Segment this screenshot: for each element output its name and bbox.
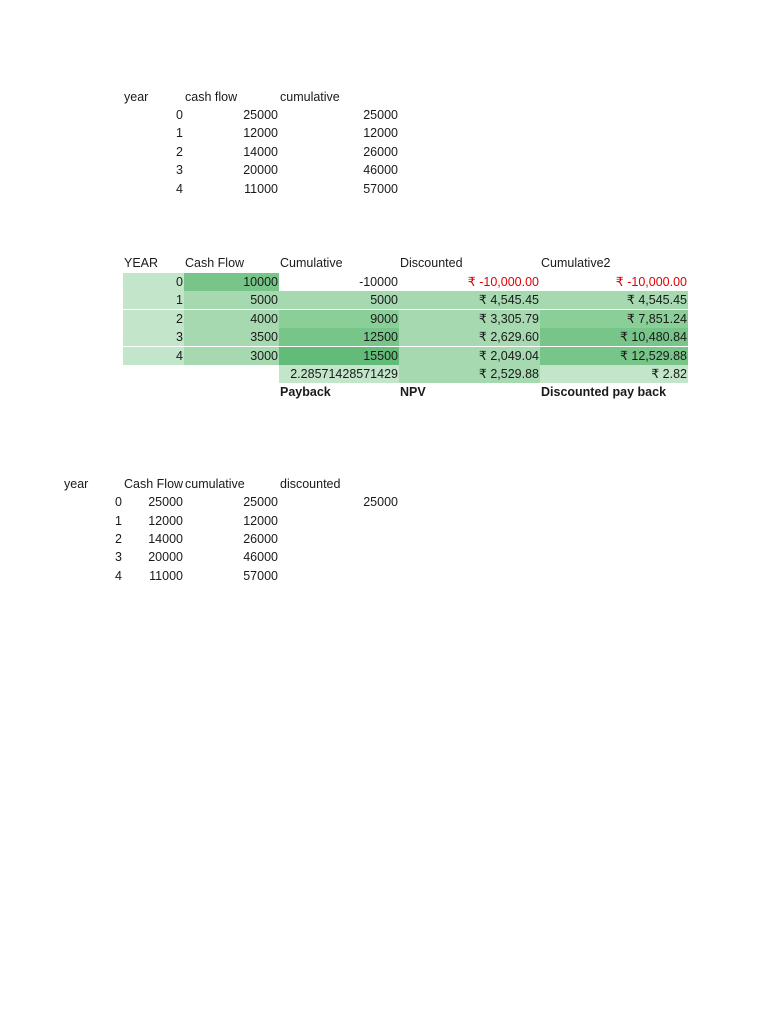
table3-cell-cumulative[interactable]: 46000 (243, 550, 278, 564)
npv-label[interactable]: NPV (400, 385, 426, 399)
table3-header-discounted[interactable]: discounted (280, 477, 341, 491)
table3-header-year[interactable]: year (64, 477, 89, 491)
table1-cell-cumulative[interactable]: 12000 (363, 126, 398, 140)
table2-cell-cumulative2[interactable]: ₹ 12,529.88 (540, 347, 688, 365)
table1-header-year[interactable]: year (124, 90, 149, 104)
table2-cell-cash-flow[interactable]: 3000 (184, 347, 279, 365)
table3-header-cumulative[interactable]: cumulative (185, 477, 245, 491)
payback-label[interactable]: Payback (280, 385, 331, 399)
table2-cell-cumulative[interactable]: 15500 (279, 347, 399, 365)
table3-cell-year[interactable]: 4 (115, 569, 122, 583)
discounted-payback-value[interactable]: ₹ 2.82 (540, 365, 688, 383)
table2-cell-discounted[interactable]: ₹ 2,049.04 (399, 347, 540, 365)
table2-header-discounted[interactable]: Discounted (400, 256, 463, 270)
table2-cell-discounted[interactable]: ₹ -10,000.00 (467, 275, 539, 289)
table1-cell-cumulative[interactable]: 46000 (363, 163, 398, 177)
table3-cell-cumulative[interactable]: 12000 (243, 514, 278, 528)
table1-cell-year[interactable]: 2 (176, 145, 183, 159)
table1-cell-cash-flow[interactable]: 11000 (244, 182, 278, 196)
table3-cell-cumulative[interactable]: 25000 (243, 495, 278, 509)
payback-value[interactable]: 2.28571428571429 (279, 365, 399, 383)
table2-header-year[interactable]: YEAR (124, 256, 159, 270)
table3-cell-cumulative[interactable]: 26000 (243, 532, 278, 546)
table2-cell-discounted[interactable]: ₹ 2,629.60 (399, 328, 540, 346)
table3-cell-year[interactable]: 0 (115, 495, 122, 509)
table2-cell-year[interactable]: 3 (123, 328, 184, 346)
table2-cell-cumulative2[interactable]: ₹ 7,851.24 (540, 310, 688, 328)
table3-cell-discounted[interactable]: 25000 (363, 495, 398, 509)
table2-cell-year[interactable]: 4 (123, 347, 184, 365)
discounted-payback-label[interactable]: Discounted pay back (541, 385, 667, 399)
table1-cell-cumulative[interactable]: 25000 (363, 108, 398, 122)
table3-cell-cash-flow[interactable]: 25000 (148, 495, 183, 509)
table1-cell-cash-flow[interactable]: 20000 (243, 163, 278, 177)
table3-cell-cash-flow[interactable]: 20000 (148, 550, 183, 564)
table2-cell-cumulative2[interactable]: ₹ 10,480.84 (540, 328, 688, 346)
table2-cell-cumulative[interactable]: -10000 (359, 275, 398, 289)
table3-cell-cash-flow[interactable]: 11000 (149, 569, 183, 583)
table1-cell-cash-flow[interactable]: 12000 (243, 126, 278, 140)
table2-cell-cumulative[interactable]: 12500 (279, 328, 399, 346)
table1-cell-cumulative[interactable]: 57000 (363, 182, 398, 196)
table1-cell-year[interactable]: 1 (176, 126, 183, 140)
table1-cell-cash-flow[interactable]: 25000 (243, 108, 278, 122)
table2-cell-cumulative2[interactable]: ₹ -10,000.00 (615, 275, 687, 289)
table1-header-cumulative[interactable]: cumulative (280, 90, 340, 104)
table2-header-cumulative[interactable]: Cumulative (280, 256, 343, 270)
table2-header-cash-flow[interactable]: Cash Flow (185, 256, 245, 270)
table2-cell-cumulative[interactable]: 9000 (279, 310, 399, 328)
table3-header-cash-flow[interactable]: Cash Flow (124, 477, 184, 491)
table2-cell-cash-flow[interactable]: 4000 (184, 310, 279, 328)
table3-cell-year[interactable]: 1 (115, 514, 122, 528)
npv-value[interactable]: ₹ 2,529.88 (399, 365, 540, 383)
table3-cell-cumulative[interactable]: 57000 (243, 569, 278, 583)
table1-cell-year[interactable]: 4 (176, 182, 183, 196)
table3-cell-cash-flow[interactable]: 12000 (148, 514, 183, 528)
table2-cell-discounted[interactable]: ₹ 3,305.79 (399, 310, 540, 328)
table3-cell-year[interactable]: 2 (115, 532, 122, 546)
table2-cell-cash-flow[interactable]: 3500 (184, 328, 279, 346)
table1-cell-year[interactable]: 3 (176, 163, 183, 177)
table3-cell-cash-flow[interactable]: 14000 (148, 532, 183, 546)
table2-cell-cash-flow[interactable]: 10000 (184, 273, 279, 291)
table1-cell-year[interactable]: 0 (176, 108, 183, 122)
table2-cell-cumulative[interactable]: 5000 (279, 291, 399, 309)
table1-cell-cumulative[interactable]: 26000 (363, 145, 398, 159)
table1-header-cash-flow[interactable]: cash flow (185, 90, 238, 104)
table3-cell-year[interactable]: 3 (115, 550, 122, 564)
table2-cell-cash-flow[interactable]: 5000 (184, 291, 279, 309)
table2-cell-year[interactable]: 2 (123, 310, 184, 328)
table2-cell-year[interactable]: 1 (123, 291, 184, 309)
table2-cell-cumulative2[interactable]: ₹ 4,545.45 (540, 291, 688, 309)
table2-header-cumulative2[interactable]: Cumulative2 (541, 256, 611, 270)
table1-cell-cash-flow[interactable]: 14000 (243, 145, 278, 159)
table2-cell-year[interactable]: 0 (123, 273, 184, 291)
table2-cell-discounted[interactable]: ₹ 4,545.45 (399, 291, 540, 309)
